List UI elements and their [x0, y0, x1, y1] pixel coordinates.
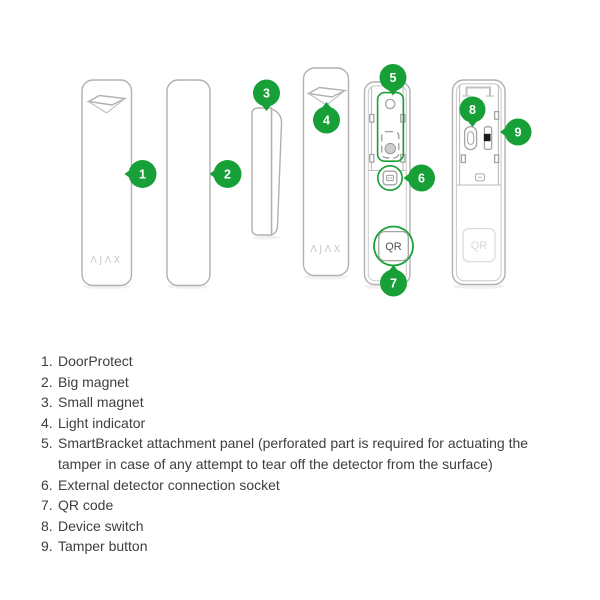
device-shadow — [252, 236, 280, 240]
device-doorprotect-front-2 — [304, 68, 349, 280]
device-body — [167, 80, 210, 286]
callout-number: 4 — [323, 113, 330, 128]
legend-item-text: Tamper button — [58, 538, 148, 555]
callout-number: 8 — [469, 103, 476, 117]
device-small-magnet — [252, 108, 282, 240]
device-doorprotect-front — [82, 80, 132, 289]
legend-item-number: 7. — [41, 497, 53, 514]
legend-item — [41, 372, 568, 393]
bracket-hole — [386, 99, 395, 108]
callout-3 — [253, 80, 280, 112]
legend-item-number: 3. — [41, 394, 53, 411]
device-back-smartbracket — [364, 82, 413, 289]
device-big-magnet — [167, 80, 210, 289]
legend-item-number: 5. — [41, 435, 53, 452]
legend-item — [41, 392, 568, 413]
device-switch — [465, 127, 477, 150]
magnet-front-face — [252, 108, 272, 235]
legend-item — [41, 495, 568, 516]
tamper-button — [484, 127, 492, 150]
legend-item-number: 2. — [41, 373, 53, 390]
bottom-socket-slot — [476, 174, 485, 181]
callout-number: 5 — [389, 71, 397, 85]
callout-number: 6 — [418, 171, 425, 186]
legend-item — [41, 413, 568, 434]
legend-item-number: 6. — [41, 476, 53, 493]
legend-item-text: Light indicator — [58, 414, 146, 431]
magnet-side-face — [272, 109, 282, 235]
ajax-logo: ΛJΛX — [90, 255, 123, 266]
qr-label: QR — [385, 241, 402, 253]
legend-item-number: 8. — [41, 517, 53, 534]
callout-number: 2 — [224, 167, 231, 182]
legend-item-number: 9. — [41, 538, 53, 555]
callout-number: 1 — [139, 167, 146, 182]
callout-number: 7 — [390, 276, 397, 291]
callout-number: 9 — [514, 125, 522, 140]
legend-item — [41, 351, 568, 372]
legend-item-text: DoorProtect — [58, 353, 133, 369]
legend-item — [41, 433, 568, 474]
legend-list — [41, 351, 568, 557]
legend-item-text: Small magnet — [58, 394, 144, 411]
legend-item — [41, 536, 568, 557]
qr-label-faint: QR — [470, 240, 488, 252]
legend-item-text: Big magnet — [58, 373, 129, 390]
tamper-actuator — [385, 143, 395, 153]
legend-item-text: External detector connection socket — [58, 476, 280, 493]
external-detector-socket — [378, 166, 402, 190]
legend-item-number: 1. — [41, 353, 53, 369]
qr-code-faint — [463, 229, 495, 262]
legend-item-text: SmartBracket attachment panel (perforated part is required for actuating the tamper in case of any attempt to tear off the detector from the surface) — [58, 435, 529, 472]
legend-item-number: 4. — [41, 414, 53, 431]
ajax-logo: ΛJΛX — [310, 244, 343, 255]
qr-code-area — [374, 227, 413, 266]
legend-item-text: QR code — [58, 497, 114, 514]
legend-item — [41, 516, 568, 537]
callout-2 — [210, 160, 242, 188]
callout-number: 3 — [263, 86, 270, 101]
legend-item — [41, 475, 568, 496]
legend-item-text: Device switch — [58, 517, 144, 534]
